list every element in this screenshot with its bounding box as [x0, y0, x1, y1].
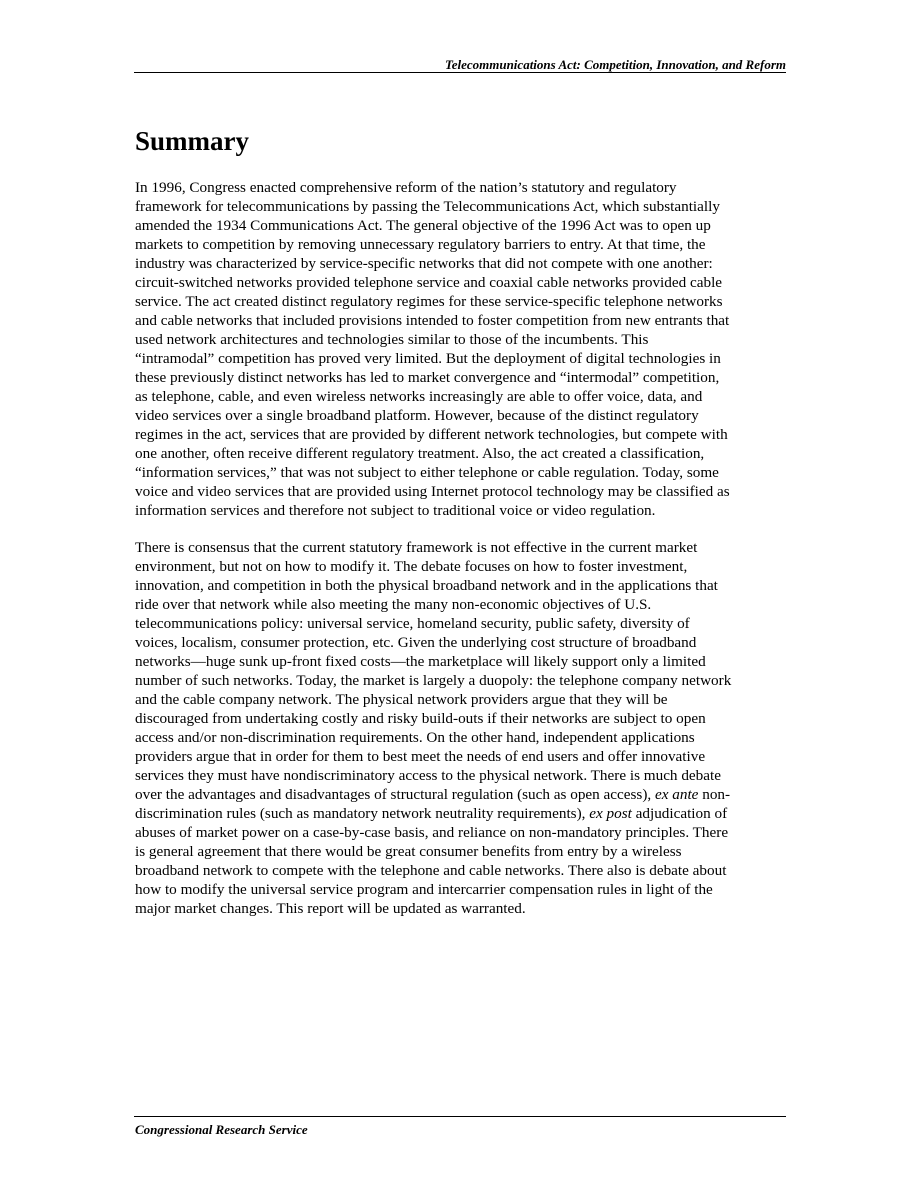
text-line: environment, but not on how to modify it. The debate focuses on how to foster investment, — [135, 558, 688, 575]
running-header: Telecommunications Act: Competition, Innovation, and Reform — [444, 57, 786, 72]
text-line: providers argue that in order for them to best meet the needs of end users and offer innovative — [135, 748, 706, 765]
text-line: There is consensus that the current statutory framework is not effective in the current market — [135, 539, 698, 556]
text-line-with-italic — [135, 804, 795, 823]
text-line: used network architectures and technologies similar to those of the incumbents. This — [135, 331, 649, 348]
footer-divider — [134, 1116, 786, 1117]
text-line: ride over that network while also meeting the many non-economic objectives of U.S. — [135, 596, 652, 613]
text-line: amended the 1934 Communications Act. The general objective of the 1996 Act was to open up — [135, 217, 711, 234]
text-line: services they must have nondiscriminatory access to the physical network. There is much debate — [135, 767, 721, 784]
text-line: industry was characterized by service-specific networks that did not compete with one another: — [135, 255, 713, 272]
text-run: over the advantages and disadvantages of structural regulation (such as open access), — [135, 786, 655, 803]
text-line: innovation, and competition in both the physical broadband network and in the applications that — [135, 577, 718, 594]
text-line: regimes in the act, services that are provided by different network technologies, but compete with — [135, 426, 728, 443]
text-line: discouraged from undertaking costly and risky build-outs if their networks are subject to open — [135, 710, 706, 727]
text-line-with-italic — [135, 785, 795, 804]
text-line: “intramodal” competition has proved very limited. But the deployment of digital technologies in — [135, 350, 721, 367]
text-line: how to modify the universal service program and intercarrier compensation rules in light of the — [135, 881, 713, 898]
text-line: video services over a single broadband platform. However, because of the distinct regulatory — [135, 407, 699, 424]
text-line: these previously distinct networks has led to market convergence and “intermodal” competition, — [135, 369, 720, 386]
paragraph-1 — [135, 178, 795, 520]
text-line: markets to competition by removing unnecessary regulatory barriers to entry. At that time, the — [135, 236, 706, 253]
text-line: and the cable company network. The physical network providers argue that they will be — [135, 691, 668, 708]
text-line: major market changes. This report will be updated as warranted. — [135, 900, 526, 917]
text-line: telecommunications policy: universal service, homeland security, public safety, diversity of — [135, 615, 690, 632]
text-line: broadband network to compete with the telephone and cable networks. There also is debate about — [135, 862, 727, 879]
text-line: is general agreement that there would be great consumer benefits from entry by a wireless — [135, 843, 682, 860]
text-line: service. The act created distinct regulatory regimes for these service-specific telephone networks — [135, 293, 723, 310]
paragraph-2 — [135, 538, 795, 918]
text-line: networks—huge sunk up-front fixed costs—the marketplace will likely support only a limited — [135, 653, 706, 670]
text-line: number of such networks. Today, the market is largely a duopoly: the telephone company network — [135, 672, 732, 689]
text-run: non- — [698, 786, 731, 803]
text-run: discrimination rules (such as mandatory network neutrality requirements), — [135, 805, 590, 822]
italic-term-ex-ante: ex ante — [654, 786, 699, 803]
text-line: In 1996, Congress enacted comprehensive reform of the nation’s statutory and regulatory — [135, 179, 677, 196]
text-line: and cable networks that included provisions intended to foster competition from new entrants that — [135, 312, 730, 329]
header-divider — [134, 72, 786, 73]
text-line: circuit-switched networks provided telephone service and coaxial cable networks provided cable — [135, 274, 723, 291]
section-title: Summary — [135, 126, 249, 156]
text-line: framework for telecommunications by passing the Telecommunications Act, which substantially — [135, 198, 720, 215]
text-line: as telephone, cable, and even wireless networks increasingly are able to offer voice, data, and — [135, 388, 703, 405]
text-line: voice and video services that are provided using Internet protocol technology may be classified as — [135, 483, 730, 500]
text-line: voices, localism, consumer protection, etc. Given the underlying cost structure of broadband — [135, 634, 697, 651]
italic-term-ex-post: ex post — [589, 805, 632, 822]
summary-body — [135, 178, 795, 936]
text-line: “information services,” that was not subject to either telephone or cable regulation. Today, some — [135, 464, 719, 481]
text-line: one another, often receive different regulatory treatment. Also, the act created a classification, — [135, 445, 705, 462]
running-footer: Congressional Research Service — [135, 1122, 308, 1137]
text-line: access and/or non-discrimination requirements. On the other hand, independent applications — [135, 729, 695, 746]
text-run: adjudication of — [631, 805, 728, 822]
text-line: abuses of market power on a case-by-case basis, and reliance on non-mandatory principles. There — [135, 824, 729, 841]
text-line: information services and therefore not subject to traditional voice or video regulation. — [135, 502, 656, 519]
